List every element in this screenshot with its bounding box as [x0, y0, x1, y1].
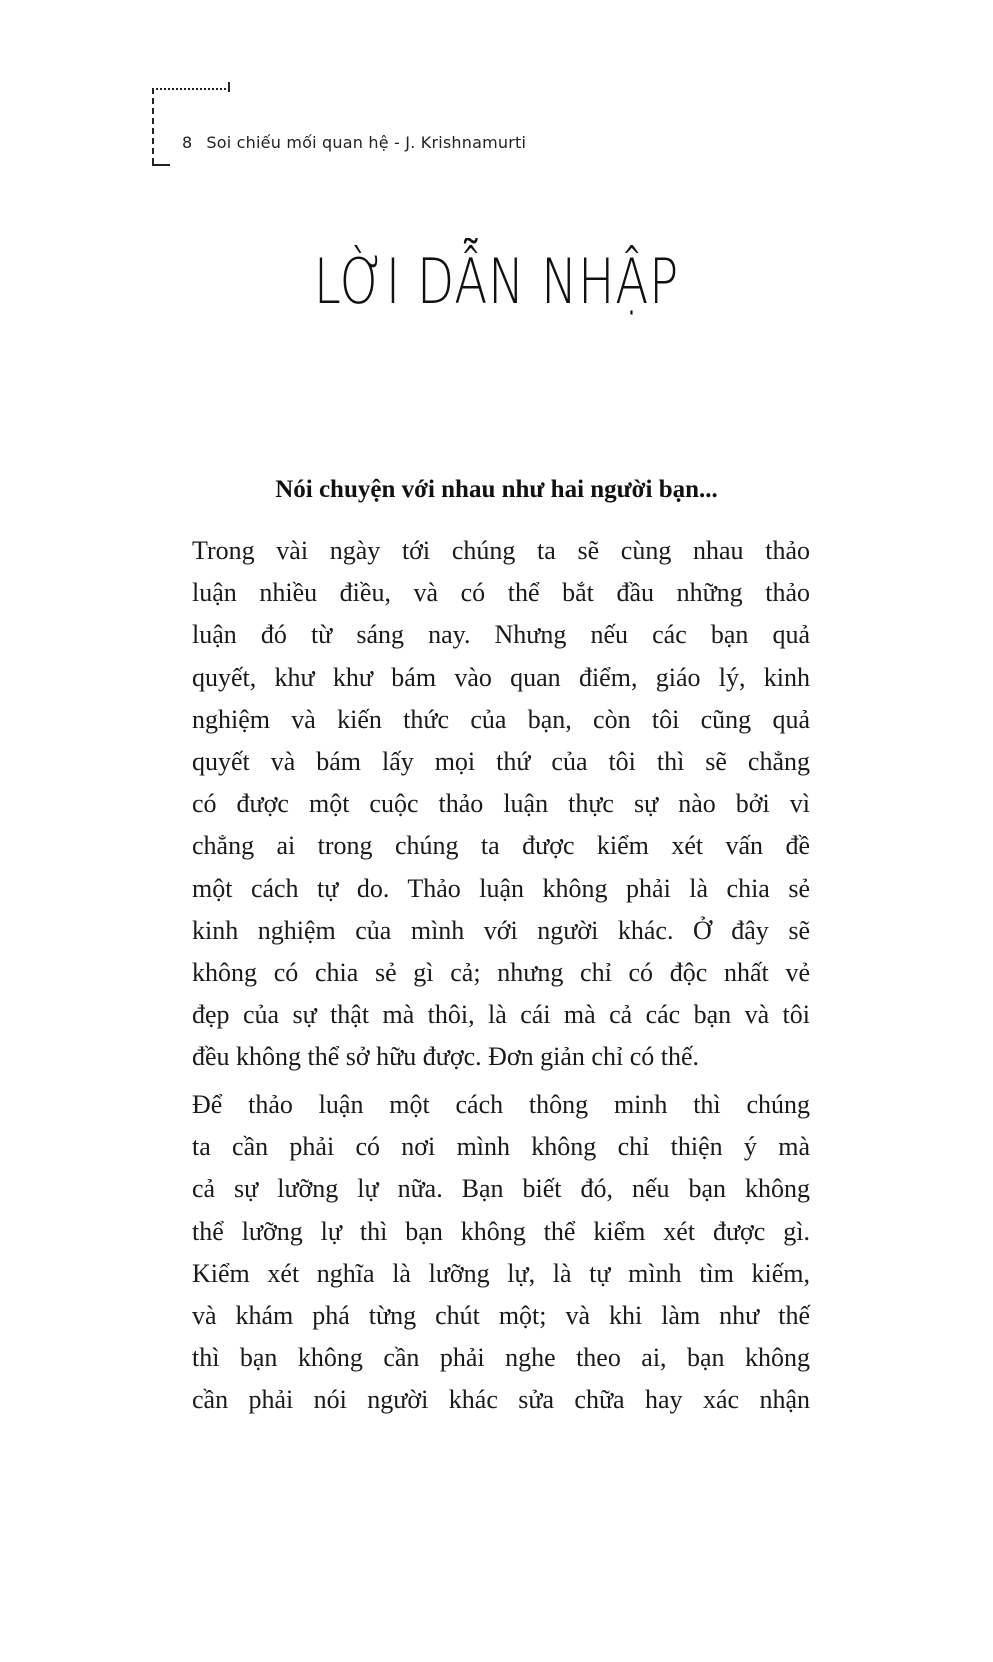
running-header — [182, 133, 526, 152]
text-line: cả sự lưỡng lự nữa. Bạn biết đó, nếu bạn không — [192, 1174, 810, 1204]
text-line: đẹp của sự thật mà thôi, là cái mà cả các bạn và tôi — [192, 1000, 810, 1030]
text-line: thì bạn không cần phải nghe theo ai, bạn không — [192, 1343, 810, 1373]
text-line: một cách tự do. Thảo luận không phải là chia sẻ — [192, 873, 810, 903]
corner-mark-tick — [228, 82, 230, 92]
text-line: cần phải nói người khác sửa chữa hay xác nhận — [192, 1385, 810, 1415]
text-line: có được một cuộc thảo luận thực sự nào bởi vì — [192, 789, 810, 819]
text-line: nghiệm và kiến thức của bạn, còn tôi cũng quả — [192, 704, 810, 734]
text-line: chẳng ai trong chúng ta được kiểm xét vấn đề — [192, 831, 810, 861]
text-line: và khám phá từng chút một; và khi làm như thế — [192, 1300, 810, 1330]
running-title: Soi chiếu mối quan hệ - J. Krishnamurti — [206, 133, 527, 152]
text-line: ta cần phải có nơi mình không chỉ thiện ý mà — [192, 1132, 810, 1162]
text-line: luận nhiều điều, và có thể bắt đầu những thảo — [192, 578, 810, 608]
text-line: quyết, khư khư bám vào quan điểm, giáo lý, kinh — [192, 662, 810, 692]
chapter-title: LỜI DẪN NHẬP — [313, 245, 680, 318]
corner-mark-side — [152, 88, 154, 164]
corner-mark-bottom — [152, 164, 170, 166]
text-line: Để thảo luận một cách thông minh thì chúng — [192, 1090, 810, 1119]
text-line: thể lưỡng lự thì bạn không thể kiểm xét được gì. — [192, 1216, 810, 1246]
text-line: đều không thể sở hữu được. Đơn giản chỉ có thế. — [192, 1042, 699, 1072]
text-line: luận đó từ sáng nay. Nhưng nếu các bạn quả — [192, 620, 810, 650]
corner-mark-top — [152, 88, 230, 90]
text-line: Kiểm xét nghĩa là lưỡng lự, là tự mình tìm kiếm, — [192, 1258, 810, 1288]
text-line: quyết và bám lấy mọi thứ của tôi thì sẽ chẳng — [192, 746, 810, 776]
paragraph-1 — [192, 530, 810, 1078]
page-number: 8 — [182, 133, 193, 152]
text-line: không có chia sẻ gì cả; nhưng chỉ có độc nhất vẻ — [192, 957, 810, 987]
text-line: kinh nghiệm của mình với người khác. Ở đây sẽ — [192, 915, 810, 945]
paragraph-2 — [192, 1084, 810, 1422]
section-heading: Nói chuyện với nhau như hai người bạn... — [275, 476, 718, 503]
text-line: Trong vài ngày tới chúng ta sẽ cùng nhau thảo — [192, 536, 810, 565]
